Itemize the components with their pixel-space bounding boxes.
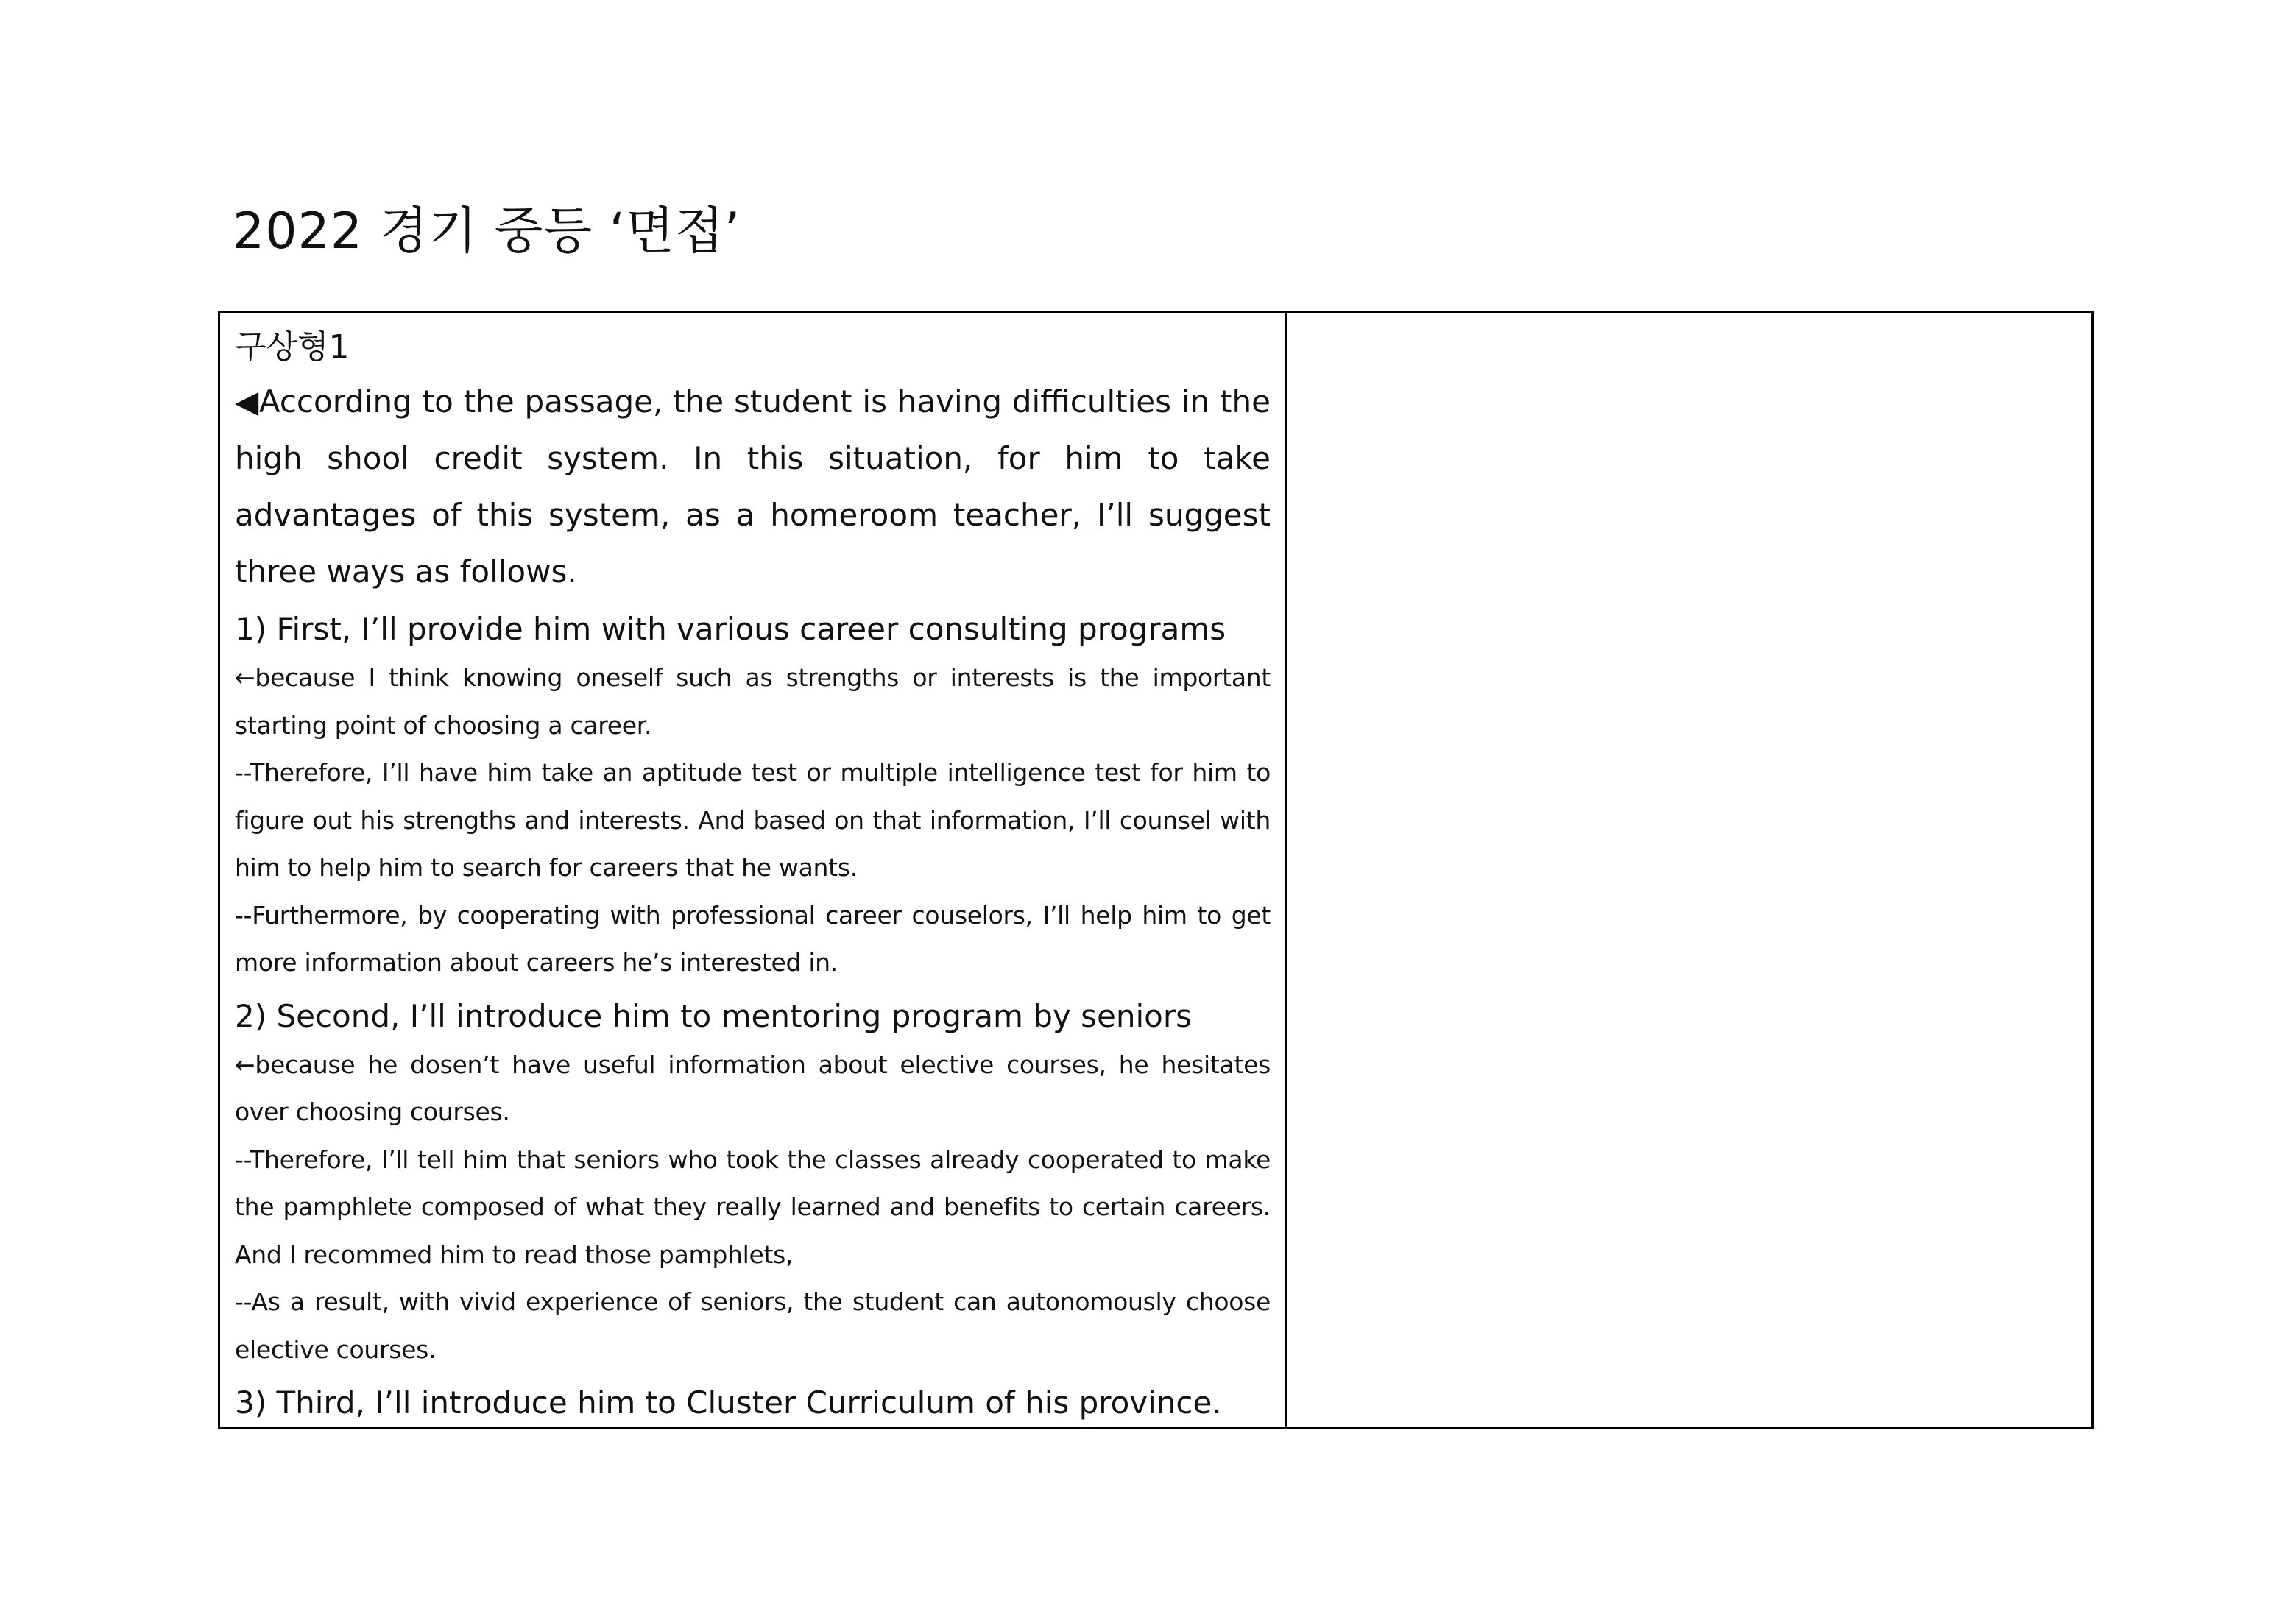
point-1-detail-1: --Therefore, I’ll have him take an aptitude test or multiple intelligence test for him to figure out his strengths and interests. And based on that information, I’ll counsel with him to help him to search for careers that he wants. bbox=[235, 758, 1271, 882]
point-2-heading: 2) Second, I’ll introduce him to mentoring program by seniors bbox=[235, 997, 1193, 1034]
answer-column bbox=[220, 313, 1287, 1427]
intro-paragraph: ◀According to the passage, the student is having difficulties in the high shool credit system. In this situation, for him to take advantages of this system, as a homeroom teacher, I’ll suggest three ways as follows. bbox=[235, 383, 1271, 590]
point-2-detail-1: --Therefore, I’ll tell him that seniors who took the classes already cooperated to make the pamphlete composed of what they really learned and benefits to certain careers. And I recommed him to read those pamphlets, bbox=[235, 1145, 1271, 1269]
point-3-heading: 3) Third, I’ll introduce him to Cluster Curriculum of his province. bbox=[235, 1385, 1222, 1421]
point-2-detail-2: --As a result, with vivid experience of seniors, the student can autonomously choose elective courses. bbox=[235, 1287, 1271, 1364]
document-title: 2022 경기 중등 ‘면접’ bbox=[233, 202, 741, 261]
point-1-detail-2: --Furthermore, by cooperating with professional career couselors, I’ll help him to get more information about careers he’s interested in. bbox=[235, 900, 1271, 977]
answer-table bbox=[218, 311, 2094, 1429]
point-2-reason: ←because he dosen’t have useful information about elective courses, he hesitates over choosing courses. bbox=[235, 1050, 1271, 1126]
point-1-heading: 1) First, I’ll provide him with various career consulting programs bbox=[235, 611, 1226, 647]
section-label: 구상형1 bbox=[235, 328, 350, 366]
notes-column bbox=[1287, 313, 2091, 1427]
point-1-reason: ←because I think knowing oneself such as strengths or interests is the important starting point of choosing a career. bbox=[235, 663, 1271, 740]
